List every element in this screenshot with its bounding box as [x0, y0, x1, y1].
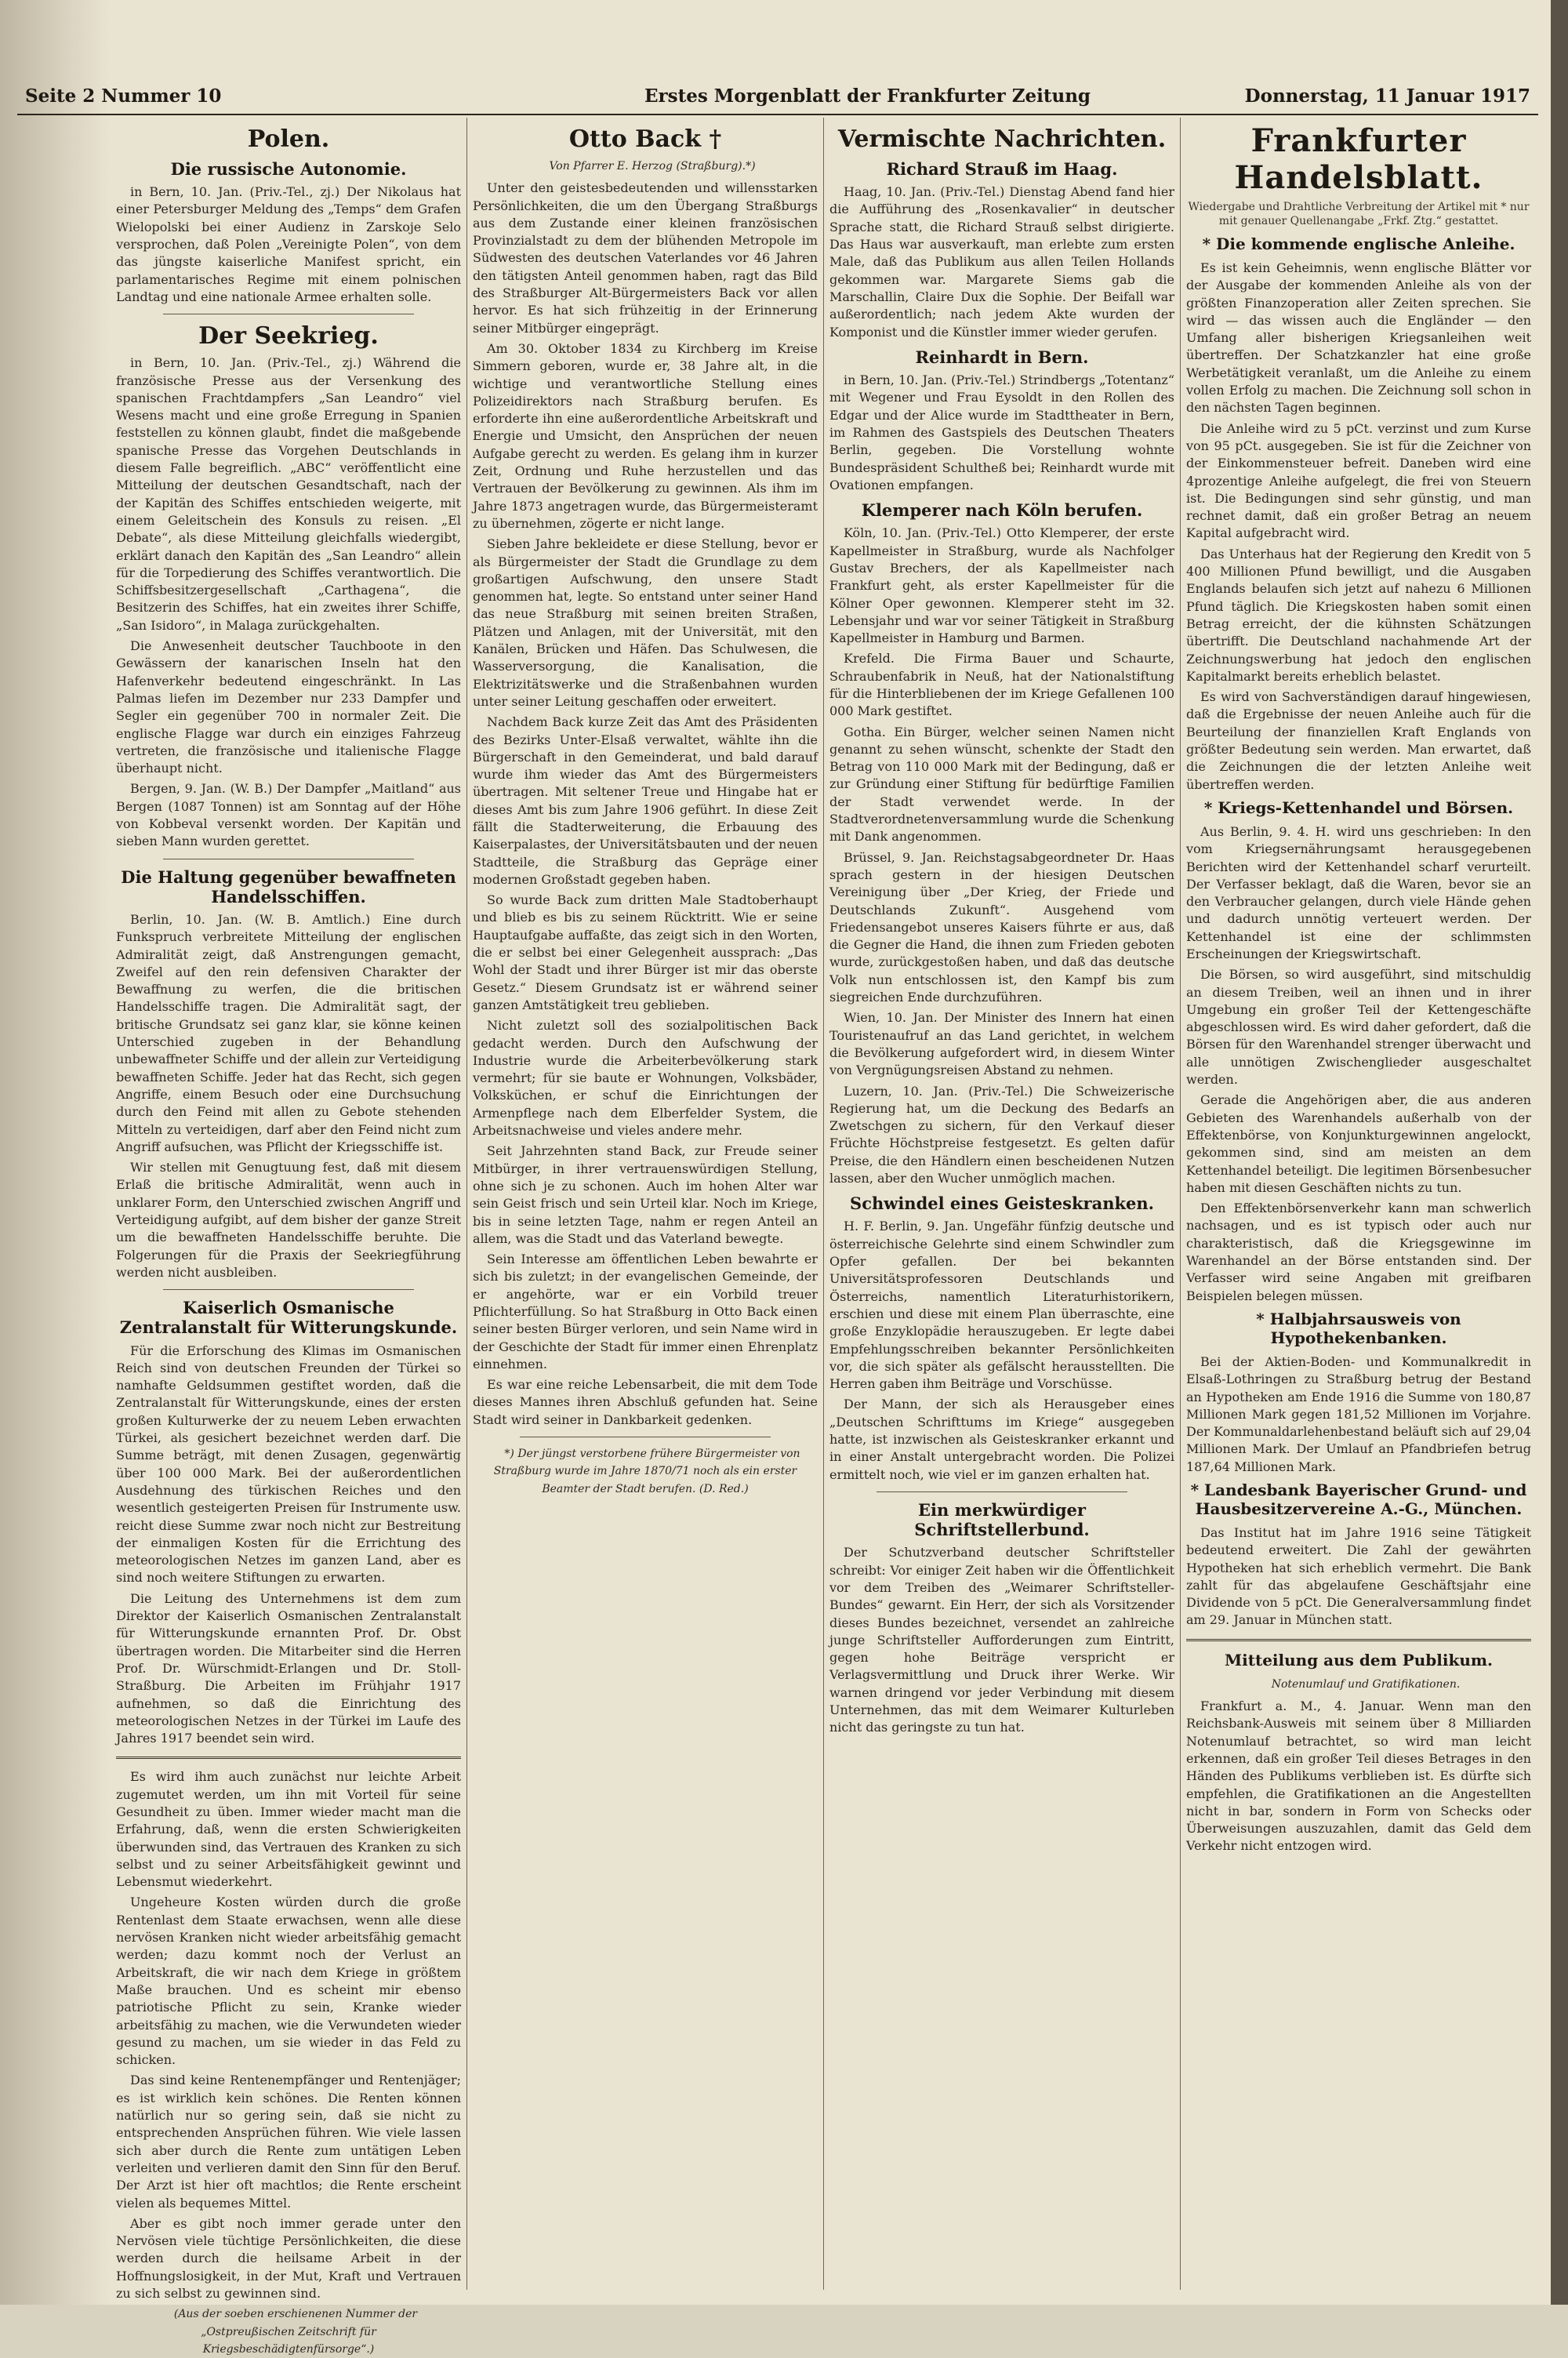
article-paragraph: Das sind keine Rentenempfänger und Rentenjäger; es ist wirklich kein schönes. Die Renten können natürlich nur so gering sein, daß sie nicht zu entsprechenden Ansprüchen führen. Wie viele lassen sich aber durch die Rente zum untätigen Leben verleiten und verlieren damit den Sinn für den Beruf. Der Arzt ist hier oft machtlos; die Rente erscheint vielen als bequemes Mittel. — [116, 2073, 461, 2211]
article-paragraph: Es wird von Sachverständigen darauf hingewiesen, daß die Ergebnisse der neuen Anleihe auch für die Beurteilung der finanziellen Kraft Englands von größter Bedeutung sein werden. Man erwartet, daß die Zeichnungen die der letzten Anleihe weit übertreffen werden. — [1186, 689, 1531, 792]
section-title-vermischte: Vermischte Nachrichten. — [837, 125, 1167, 153]
column-1 — [116, 118, 461, 2356]
page-binding-shadow — [0, 0, 110, 2305]
article-paragraph: Es wird ihm auch zunächst nur leichte Arbeit zugemutet werden, um ihn mit Vorteil für seine Gesundheit zu üben. Immer wieder macht man die Erfahrung, daß, wenn die ersten Schwierigkeiten überwunden sind, das Vertrauen des Kranken zu sich selbst und zu seiner Arbeitsfähigkeit gewinnt und Lebensmut wiederkehrt. — [116, 1769, 461, 1890]
column-rule — [1180, 118, 1181, 2290]
footnote: *) Der jüngst verstorbene frühere Bürgermeister von Straßburg wurde im Jahre 1870/71 noch als ein erster Beamter der Stadt berufen. (D. Red.) — [493, 1448, 800, 1495]
article-title-landesbank: * Landesbank Bayerischer Grund- und Hausbesitzervereine A.-G., München. — [1190, 1481, 1527, 1518]
divider — [1186, 1639, 1531, 1641]
article-paragraph: Luzern, 10. Jan. (Priv.-Tel.) Die Schweizerische Regierung hat, um die Deckung des Bedarfs an Zwetschgen zu sichern, für den Verkauf dieser Früchte Höchstpreise festgesetzt. Es gelten dafür Preise, die den Händlern einen bescheidenen Nutzen lassen, aber den Wucher unmöglich machen. — [829, 1083, 1174, 1186]
article-paragraph: Es war eine reiche Lebensarbeit, die mit dem Tode dieses Mannes ihren Abschluß gefunden hat. Seine Stadt wird seiner in Dankbarkeit gedenken. — [473, 1377, 818, 1427]
adjacent-page-edge — [1551, 0, 1568, 2305]
article-paragraph: Gotha. Ein Bürger, welcher seinen Namen nicht genannt zu sehen wünscht, schenkte der Stadt den Betrag von 110 000 Mark mit der Bedingung, daß er zur Gründung einer Stiftung für bedürftige Familien der Stadt verwendet werde. In der Stadtverordnetenversammlung wurde die Schenkung mit Dank angenommen. — [829, 724, 1174, 845]
article-title-haltung: Die Haltung gegenüber bewaffneten Handelsschiffen. — [121, 867, 456, 907]
header-page-number: Seite 2 Nummer 10 — [25, 85, 222, 107]
article-paragraph: Die Börsen, so wird ausgeführt, sind mitschuldig an diesem Treiben, weil an ihnen und in ihrer Umgebung ein großer Teil der Kettengeschäfte abgeschlossen wird. Es wird daher gefordert, daß die Börsen für den Warenhandel strenger überwacht und alle unnötigen Zwischenglieder ausgeschaltet werden. — [1186, 967, 1531, 1088]
article-title-klemperer: Klemperer nach Köln berufen. — [861, 500, 1143, 521]
column-2 — [473, 118, 818, 2290]
article-paragraph: Sieben Jahre bekleidete er diese Stellung, bevor er als Bürgermeister der Stadt die Grundlage zu dem großartigen Aufschwung, den unsere Stadt genommen hat, legte. So entstand unter seiner Hand das neue Straßburg mit seinen breiten Straßen, Plätzen und Anlagen, mit der Universität, mit den Kanälen, Brücken und Häfen. Das Schulwesen, die Wasserversorgung, die Kanalisation, die Elektrizitätswerke und die Straßenbahnen wurden unter seiner Leitung geschaffen oder erweitert. — [473, 536, 818, 709]
article-paragraph: Frankfurt a. M., 4. Januar. Wenn man den Reichsbank-Ausweis mit seinem über 8 Milliarden Notenumlauf betrachtet, so wird man leicht erkennen, daß ein großer Teil dieses Betrages in den Händen des Publikums verblieben ist. Es dürfte sich empfehlen, die Gratifikationen an die Angestellten nicht in bar, sondern in Form von Schecks oder Überweisungen auszuzahlen, damit das Geld dem Verkehr nicht entzogen wird. — [1186, 1699, 1531, 1854]
article-paragraph: Die Anwesenheit deutscher Tauchboote in den Gewässern der kanarischen Inseln hat den Hafenverkehr bedeutend eingeschränkt. In Las Palmas liefen im Dezember nur 233 Dampfer und Segler ein gegenüber 700 in normaler Zeit. Die englische Flagge war durch ein einziges Fahrzeug vertreten, die französische und italienische Flagge überhaupt nicht. — [116, 638, 461, 776]
article-paragraph: Sein Interesse am öffentlichen Leben bewahrte er sich bis zuletzt; in der evangelischen Gemeinde, der er angehörte, war er ein Vorbild treuer Pflichterfüllung. So hat Straßburg in Otto Back einen seiner besten Bürger verloren, und sein Name wird in der Geschichte der Stadt für immer einen Ehrenplatz einnehmen. — [473, 1252, 818, 1372]
article-paragraph: in Bern, 10. Jan. (Priv.-Tel., zj.) Der Nikolaus hat einer Petersburger Meldung des „Temps“ dem Grafen Wielopolski bei einer Audienz in Zarskoje Selo versprochen, daß Polen „Vereinigte Polen“, von dem das jüngste kaiserliche Manifest spricht, ein parlamentarisches Regime mit einem polnischen Landtag und eine nationale Armee erhalten solle. — [116, 184, 461, 304]
article-paragraph: Gerade die Angehörigen aber, die aus anderen Gebieten des Warenhandels außerhalb von der Effektenbörse, von Konjunkturgewinnen angelockt, gekommen sind, sind am meisten an dem Kettenhandel beteiligt. Die legitimen Börsenbesucher haben mit diesen Geschäften nichts zu tun. — [1186, 1092, 1531, 1195]
article-title-hypothekenbanken: * Halbjahrsausweis von Hypothekenbanken. — [1256, 1309, 1461, 1347]
article-title-schriftstellerbund: Ein merkwürdiger Schriftstellerbund. — [914, 1499, 1090, 1540]
column-rule — [823, 118, 824, 2290]
section-title-seekrieg: Der Seekrieg. — [198, 322, 379, 351]
article-paragraph: Das Unterhaus hat der Regierung den Kredit von 5 400 Millionen Pfund bewilligt, und die Ausgaben Englands belaufen sich jetzt auf nahezu 6 Millionen Pfund täglich. Die Kriegskosten haben somit einen Betrag erreicht, der die kühnsten Schätzungen übertrifft. Die Deutschland nachahmende Art der Zeichnungswerbung hat jedoch den englischen Kapitalmarkt bereits erheblich belastet. — [1186, 546, 1531, 684]
article-paragraph: Das Institut hat im Jahre 1916 seine Tätigkeit bedeutend erweitert. Die Zahl der gewährten Hypotheken hat sich erheblich vermehrt. Die Bank zahlt für das abgelaufene Geschäftsjahr eine Dividende von 5 pCt. Die Generalversammlung findet am 29. Januar in München statt. — [1186, 1525, 1531, 1628]
article-paragraph: Wir stellen mit Genugtuung fest, daß mit diesem Erlaß die britische Admiralität, wenn auch in unklarer Form, den Unterschied zwischen Angriff und Verteidigung aufgibt, auf dem bisher der ganze Streit um die bewaffneten Handelsschiffe beruhte. Die Folgerungen für die Praxis der Seekriegführung werden nicht ausbleiben. — [116, 1160, 461, 1280]
article-byline: Von Pfarrer E. Herzog (Straßburg).*) — [549, 160, 756, 173]
divider — [877, 1491, 1127, 1492]
article-title-anleihe: * Die kommende englische Anleihe. — [1202, 234, 1515, 253]
handelsblatt-masthead: Frankfurter Handelsblatt. — [1234, 122, 1483, 196]
article-paragraph: Berlin, 10. Jan. (W. B. Amtlich.) Eine durch Funkspruch verbreitete Mitteilung der englischen Admiralität zeigt, daß Anstrengungen gemacht, Zweifel auf den rein defensiven Charakter der Bewaffnung zu werfen, die die britischen Handelsschiffe tragen. Die Admiralität sagt, der britische Grundsatz sei ganz klar, sie könne keinen Unterschied zugeben in der Behandlung unbewaffneter Schiffe und der allein zur Verteidigung bewaffneten Schiffe. Jeder hat das Recht, sich gegen Angriffe, einem Besuch oder eine Durchsuchung durch den Feind mit allen zu Gebote stehenden Mitteln zu verteidigen, darf aber den Feind nicht zum Angriff aufsuchen, was Pflicht der Kriegsschiffe ist. — [116, 911, 461, 1154]
article-paragraph: Es ist kein Geheimnis, wenn englische Blätter vor der Ausgabe der kommenden Anleihe als von der größten Finanzoperation aller Zeiten sprechen. Sie wird — das wissen auch die Engländer — den Umfang aller bisherigen Kriegsanleihen weit übertreffen. Der Schatzkanzler hat eine große Werbetätigkeit veranlaßt, um die Anleihe zu einem vollen Erfolg zu machen. Die Zeichnung soll schon in den nächsten Tagen beginnen. — [1186, 260, 1531, 416]
header-date: Donnerstag, 11 Januar 1917 — [1244, 85, 1530, 107]
column-rule — [466, 118, 467, 2290]
article-paragraph: H. F. Berlin, 9. Jan. Ungefähr fünfzig deutsche und österreichische Gelehrte sind einem Schwindler zum Opfer gefallen. Der bei bekannten Universitätsprofessoren Deutschlands und Österreichs, namentlich Literaturhistorikern, erschien und diese mit einem Plan überraschte, eine große Enzyklopädie herauszugeben. Er legte dabei Empfehlungsschreiben bekannter Persönlichkeiten vor, die sich später als gefälscht herausstellten. Die Herren gaben ihm Beiträge und Vorschüsse. — [829, 1219, 1174, 1392]
article-paragraph: Die Leitung des Unternehmens ist dem zum Direktor der Kaiserlich Osmanischen Zentralanstalt für Witterungskunde ernannten Prof. Dr. Obst übertragen worden. Die Mitarbeiter sind die Herren Prof. Dr. Würschmidt-Erlangen und Dr. Stoll-Straßburg. Die Arbeiten im Frühjahr 1917 aufnehmen, so daß die Einrichtung des meteorologischen Netzes in der Türkei im Laufe des Jahres 1917 beendet sein wird. — [116, 1590, 461, 1746]
article-title-strauss: Richard Strauß im Haag. — [886, 159, 1118, 179]
article-paragraph: Haag, 10. Jan. (Priv.-Tel.) Dienstag Abend fand hier die Aufführung des „Rosenkavalier“ in deutscher Sprache statt, die Richard Strauß selbst dirigierte. Das Haus war ausverkauft, man erlebte zum ersten Male, daß das Publikum aus allen Teilen Hollands gekommen war. Margarete Siems gab die Marschallin, Claire Dux die Sophie. Der Beifall war außerordentlich; nach jedem Akte wurden der Komponist und die Künstler immer wieder gerufen. — [829, 184, 1174, 340]
feuilleton-divider — [116, 1757, 461, 1759]
article-paragraph: Der Schutzverband deutscher Schriftsteller schreibt: Vor einiger Zeit haben wir die Öffentlichkeit vor dem Treiben des „Weimarer Schriftsteller-Bundes“ gewarnt. Ein Herr, der sich als Vorsitzender dieses Bundes bezeichnet, versendet an zahlreiche junge Schriftsteller Aufforderungen zum Eintritt, gegen hohe Beiträge verspricht er Verlagsvermittlung und Druck ihrer Werke. Wir warnen dringend vor jeder Verbindung mit diesem Unternehmen, das mit dem Weimarer Kulturleben nicht das geringste zu tun hat. — [829, 1545, 1174, 1735]
section-title-polen: Polen. — [247, 125, 330, 153]
column-4 — [1186, 118, 1531, 2290]
article-paragraph: Köln, 10. Jan. (Priv.-Tel.) Otto Klemperer, der erste Kapellmeister in Straßburg, wurde als Nachfolger Gustav Brechers, der als Kapellmeister nach Frankfurt geht, als erster Kapellmeister für die Kölner Oper gewonnen. Klemperer steht im 32. Lebensjahr und war vor seiner Tätigkeit in Straßburg Kapellmeister in Hamburg und Barmen. — [829, 525, 1174, 646]
article-paragraph: Nachdem Back kurze Zeit das Amt des Präsidenten des Bezirks Unter-Elsaß verwaltet, wählte ihn die Bürgerschaft in den Gemeinderat, und bald darauf wurde ihm wieder das Amt des Bürgermeisters übertragen. Mit seltener Treue und Hingabe hat er dieses Amt bis zum Jahre 1906 geführt. In diese Zeit fällt die Stadterweiterung, die Erbauung des Kaiserpalastes, der Universitätsbauten und der neuen Stadtteile, die Straßburg das Gepräge einer modernen Großstadt gegeben haben. — [473, 714, 818, 887]
page-header — [17, 74, 1538, 115]
article-paragraph: Am 30. Oktober 1834 zu Kirchberg im Kreise Simmern geboren, wurde er, 38 Jahre alt, in die wichtige und verantwortliche Stellung eines Polizeidirektors nach Straßburg berufen. Es erforderte ihn eine außerordentliche Arbeitskraft und Energie und Umsicht, den Ansprüchen der neuen Aufgabe gerecht zu werden. Es gelang ihm in kurzer Zeit, Ordnung und Ruhe herzustellen und das Vertrauen der Bevölkerung zu gewinnen. Als ihm im Jahre 1873 angetragen wurde, das Bürgermeisteramt zu übernehmen, zögerte er nicht lange. — [473, 340, 818, 531]
section-title-publikum: Mitteilung aus dem Publikum. — [1224, 1650, 1493, 1669]
article-paragraph: Krefeld. Die Firma Bauer und Schaurte, Schraubenfabrik in Neuß, hat der Nationalstiftung für die Hinterbliebenen der im Kriege Gefallenen 100 000 Mark gestiftet. — [829, 651, 1174, 719]
article-paragraph: Brüssel, 9. Jan. Reichstagsabgeordneter Dr. Haas sprach gestern in der hiesigen Deutschen Vereinigung über „Der Krieg, der Friede und Deutschlands Zukunft“. Ausgehend vom Friedensangebot unseres Kaisers führte er aus, daß die Gegner die Hand, die ihnen zum Frieden geboten wurde, zurückgestoßen haben, und daß das deutsche Volk nun entschlossen ist, den Kampf bis zum siegreichen Ende durchzuführen. — [829, 849, 1174, 1005]
article-paragraph: Bergen, 9. Jan. (W. B.) Der Dampfer „Maitland“ aus Bergen (1087 Tonnen) ist am Sonntag auf der Höhe von Kobbeval versenkt worden. Der Kapitän und sieben Mann wurden gerettet. — [116, 781, 461, 849]
divider — [163, 1289, 414, 1290]
article-paragraph: Bei der Aktien-Boden- und Kommunalkredit in Elsaß-Lothringen zu Straßburg betrug der Bestand an Hypotheken am Ende 1916 die Summe von 180,87 Millionen Mark gegen 181,52 Millionen im Vorjahre. Der Kommunaldarlehenbestand beläuft sich auf 29,04 Millionen Mark. Der Umlauf an Pfandbriefen betrug 187,64 Millionen Mark. — [1186, 1353, 1531, 1474]
column-3 — [829, 118, 1174, 2290]
article-paragraph: Den Effektenbörsenverkehr kann man schwerlich nachsagen, und es ist typisch oder auch nur charakteristisch, daß die Kriegsgewinne im Warenhandel an der Börse entstanden sind. Der Verfasser wird seine Angaben mit greifbaren Beispielen belegen müssen. — [1186, 1201, 1531, 1303]
article-paragraph: Unter den geistesbedeutenden und willensstarken Persönlichkeiten, die um den Übergang Straßburgs aus dem Zustande einer kleinen französischen Provinzialstadt zu dem der blühenden Metropole im Südwesten des deutschen Vaterlandes vor 46 Jahren den tätigsten Anteil genommen haben, ragt das Bild des Straßburger Alt-Bürgermeisters Back vor allen hervor. Es hat sich frühzeitig in der Erinnerung seiner Mitbürger eingeprägt. — [473, 180, 818, 336]
article-paragraph: in Bern, 10. Jan. (Priv.-Tel., zj.) Während die französische Presse aus der Versenkung des spanischen Frachtdampfers „San Leandro“ viel Wesens macht und eine große Erregung in Spanien feststellen zu können glaubt, findet die maßgebende spanische Presse das Vorgehen Deutschlands in diesem Falle begreiflich. „ABC“ veröffentlicht eine Mitteilung der deutschen Gesandtschaft, nach der der Kapitän des Schiffes entschieden weigerte, mit einem Geleitschein des Konsuls zu reisen. „El Debate“, als diese Mitteilung gleichfalls wiedergibt, erklärt danach den Kapitän des „San Leandro“ allein für die Torpedierung des Schiffes verantwortlich. Die Schiffsbesitzergesellschaft „Carthagena“, die Besitzerin des Schiffes, hat ein zweites ihrer Schiffe, „San Isidoro“, in Malaga zurückgehalten. — [116, 355, 461, 633]
article-paragraph: Der Mann, der sich als Herausgeber eines „Deutschen Schrifttums im Kriege“ ausgegeben hatte, ist inzwischen als Geisteskranker erkannt und in einer Anstalt untergebracht worden. Die Polizei ermittelt noch, wie viel er im ganzen erhalten hat. — [829, 1397, 1174, 1482]
article-paragraph: Nicht zuletzt soll des sozialpolitischen Back gedacht werden. Durch den Aufschwung der Industrie wurde die Arbeiterbevölkerung stark vermehrt; für sie baute er Wohnungen, Volksbäder, Volksküchen, er schuf die Einrichtungen der Armenpflege nach dem Elberfelder System, die Arbeitsnachweise und vieles andere mehr. — [473, 1018, 818, 1139]
article-paragraph: Für die Erforschung des Klimas im Osmanischen Reich sind von deutschen Freunden der Türkei so namhafte Geldsummen gestiftet worden, daß die Zentralanstalt für Witterungskunde, eines der ersten großen Kulturwerke der zu neuem Leben erwachten Türkei, als gesichert bezeichnet werden darf. Die Summe beträgt, mit denen Zusagen, gegenwärtig über 100 000 Mark. Bei der außerordentlichen Ausdehnung des türkischen Reiches und den wesentlich gesteigerten Preisen für Instrumente usw. reicht diese Summe zwar noch nicht zur Bestreitung der einmaligen Kosten für die Errichtung des meteorologischen Netzes im ganzen Land, aber es sind noch weitere Stiftungen zu erwarten. — [116, 1342, 461, 1586]
article-paragraph: Die Anleihe wird zu 5 pCt. verzinst und zum Kurse von 95 pCt. ausgegeben. Sie ist für die Zeichner von der Einkommensteuer befreit. Daneben wird eine 4prozentige Anleihe aufgelegt, die frei von Steuern ist. Die Bedingungen sind sehr günstig, und man rechnet damit, daß ein großer Betrag an neuem Kapital aufgebracht wird. — [1186, 420, 1531, 541]
article-title-autonomie: Die russische Autonomie. — [170, 159, 407, 179]
article-paragraph: in Bern, 10. Jan. (Priv.-Tel.) Strindbergs „Totentanz“ mit Wegener und Frau Eysoldt in den Rollen des Edgar und der Alice wurde im Stadttheater in Bern, im Rahmen des Gastspiels des Deutschen Theaters Berlin, gegeben. Die Vorstellung wohnte Bundespräsident Schultheß bei; Reinhardt wurde mit Ovationen empfangen. — [829, 372, 1174, 492]
article-paragraph: Ungeheure Kosten würden durch die große Rentenlast dem Staate erwachsen, wenn alle diese nervösen Kranken nicht wieder arbeitsfähig gemacht werden; dazu kommt noch der Verlust an Arbeitskraft, die wir nach dem Kriege in größtem Maße brauchen. Und es scheint mir ebenso patriotische Pflicht zu sein, Kranke wieder arbeitsfähig zu machen, wie die Verwundeten wieder gesund zu machen, um sie wieder in das Feld zu schicken. — [116, 1895, 461, 2068]
footnote: (Aus der soeben erschienenen Nummer der „Ostpreußischen Zeitschrift für Kriegsbeschädigtenfürsorge“.) — [173, 2308, 418, 2356]
article-title-anstalt: Kaiserlich Osmanische Zentralanstalt für Witterungskunde. — [119, 1298, 458, 1338]
article-paragraph: Wien, 10. Jan. Der Minister des Innern hat einen Touristenaufruf an das Land gerichtet, in welchem die Bevölkerung aufgefordert wird, in diesem Winter von Vergnügungsreisen Abstand zu nehmen. — [829, 1010, 1174, 1078]
article-title-schwindel: Schwindel eines Geisteskranken. — [850, 1194, 1154, 1214]
masthead-notice: Wiedergabe und Drahtliche Verbreitung der Artikel mit * nur mit genauer Quellenangabe „Frkf. Ztg.“ gestattet. — [1188, 201, 1530, 227]
article-paragraph: So wurde Back zum dritten Male Stadtoberhaupt und blieb es bis zu seinem Rücktritt. Wie er seine Hauptaufgabe auffaßte, das zeigt sich in den Worten, die er selbst bei einer Gelegenheit aussprach: „Das Wohl der Stadt und ihrer Bürger ist mir das oberste Gesetz.“ Diesem Grundsatz ist er während seiner ganzen Amtstätigkeit treu geblieben. — [473, 892, 818, 1012]
header-newspaper-name: Erstes Morgenblatt der Frankfurter Zeitung — [644, 85, 1091, 107]
article-paragraph: Aus Berlin, 9. 4. H. wird uns geschrieben: In den vom Kriegsernährungsamt herausgegebenen Berichten wird der Kettenhandel scharf verurteilt. Der Verfasser beklagt, daß die Waren, bevor sie an den Verbraucher gelangen, durch viele Hände gehen und dadurch unnötig verteuert werden. Der Kettenhandel ist eine der schlimmsten Erscheinungen der Kriegswirtschaft. — [1186, 823, 1531, 961]
article-subtitle-notenumlauf: Notenumlauf und Gratifikationen. — [1271, 1677, 1461, 1691]
article-title-otto-back: Otto Back † — [568, 125, 722, 153]
article-title-kettenhandel: * Kriegs-Kettenhandel und Börsen. — [1203, 798, 1514, 817]
article-paragraph: Seit Jahrzehnten stand Back, zur Freude seiner Mitbürger, in ihrer vertrauenswürdigen Stellung, ohne sich je zu schonen. Auch im hohen Alter war sein Geist frisch und sein Urteil klar. Noch im Kriege, bis in seine letzten Tage, nahm er regen Anteil an allem, was die Stadt und das Vaterland bewegte. — [473, 1143, 818, 1246]
article-title-reinhardt: Reinhardt in Bern. — [915, 347, 1089, 367]
article-paragraph: Aber es gibt noch immer gerade unter den Nervösen viele tüchtige Persönlichkeiten, die diese werden durch die heilsame Arbeit in der Hoffnungslosigkeit, in der Mut, Kraft und Vertrauen zu sich selbst zu gewinnen sind. — [116, 2215, 461, 2301]
